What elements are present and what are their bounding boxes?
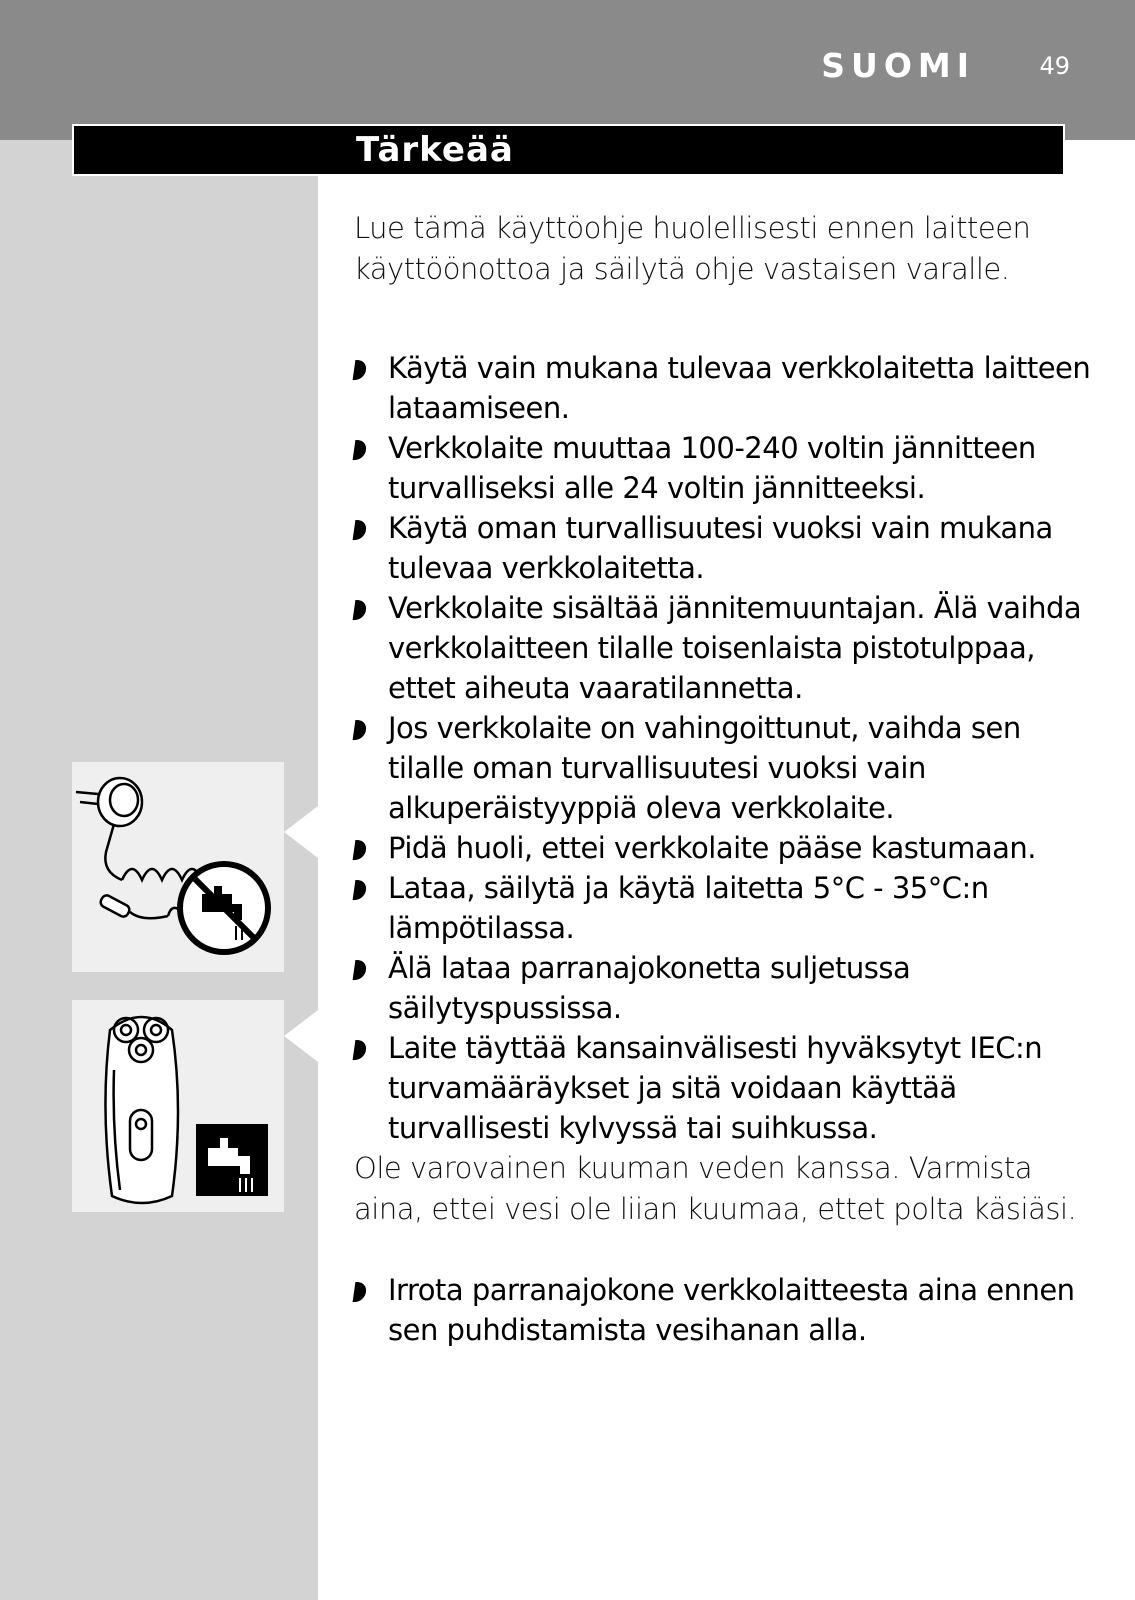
bullet-icon [353,880,368,900]
list-item [354,1270,1094,1350]
list-item-text: Irrota parranajokone verkkolaitteesta aina ennen sen puhdistamista vesihanan alla. [388,1273,1075,1347]
list-item [354,868,1094,948]
figure-shaver [72,1000,284,1212]
bullet-icon [353,600,368,620]
figure-pointer [284,806,318,858]
bullet-icon [353,520,368,540]
list-item-text: Lataa, säilytä ja käytä laitetta 5°C - 35°C:n lämpötilassa. [388,871,989,945]
section-title-bar [72,124,1065,176]
intro-paragraph: Lue tämä käyttöohje huolellisesti ennen laitteen käyttöönottoa ja säilytä ohje vastaisen varalle. [354,211,1031,286]
cleaning-list [354,1270,1094,1350]
list-item-text: Laite täyttää kansainvälisesti hyväksytyt IEC:n turvamääräykset ja sitä voidaan käyttää turvallisesti kylvyssä tai suihkussa. [388,1031,1043,1145]
list-item [354,1028,1094,1148]
list-item-text: Käytä oman turvallisuutesi vuoksi vain mukana tulevaa verkkolaitetta. [388,511,1053,585]
bullet-icon [353,1282,368,1302]
list-item [354,828,1094,868]
list-item-text: Verkkolaite muuttaa 100-240 voltin jännitteen turvalliseksi alle 24 voltin jännitteeksi. [388,431,1036,505]
list-item-text: Jos verkkolaite on vahingoittunut, vaihda sen tilalle oman turvallisuutesi vuoksi vain alkuperäistyyppiä oleva verkkolaite. [388,711,1021,825]
section-title: Tärkeää [356,130,514,170]
list-item [354,428,1094,508]
list-item-text: Pidä huoli, ettei verkkolaite pääse kastumaan. [388,831,1037,865]
list-item [354,588,1094,708]
bullet-icon [353,1040,368,1060]
language-label: SUOMI [821,46,975,85]
warning-note: Ole varovainen kuuman veden kanssa. Varmista aina, ettei vesi ole liian kuumaa, ettet polta käsiäsi. [354,1151,1077,1226]
list-item [354,948,1094,1028]
list-item [354,508,1094,588]
list-item [354,348,1094,428]
bullet-icon [353,360,368,380]
figure-pointer [284,1010,318,1062]
bullet-icon [353,440,368,460]
adapter-no-water-icon [72,762,284,972]
main-content [354,208,1094,1350]
figure-adapter [72,762,284,972]
bullet-icon [353,720,368,740]
bullet-icon [353,840,368,860]
bullet-icon [353,960,368,980]
page-number: 49 [1039,52,1070,80]
list-item-text: Käytä vain mukana tulevaa verkkolaitetta laitteen lataamiseen. [388,351,1091,425]
list-item [354,708,1094,828]
safety-list [354,348,1094,1148]
list-item-text: Verkkolaite sisältää jännitemuuntajan. Älä vaihda verkkolaitteen tilalle toisenlaista pistotulppaa, ettet aiheuta vaaratilannetta. [388,591,1082,705]
list-item-text: Älä lataa parranajokonetta suljetussa säilytyspussissa. [388,951,911,1025]
shaver-tap-icon [72,1000,284,1212]
